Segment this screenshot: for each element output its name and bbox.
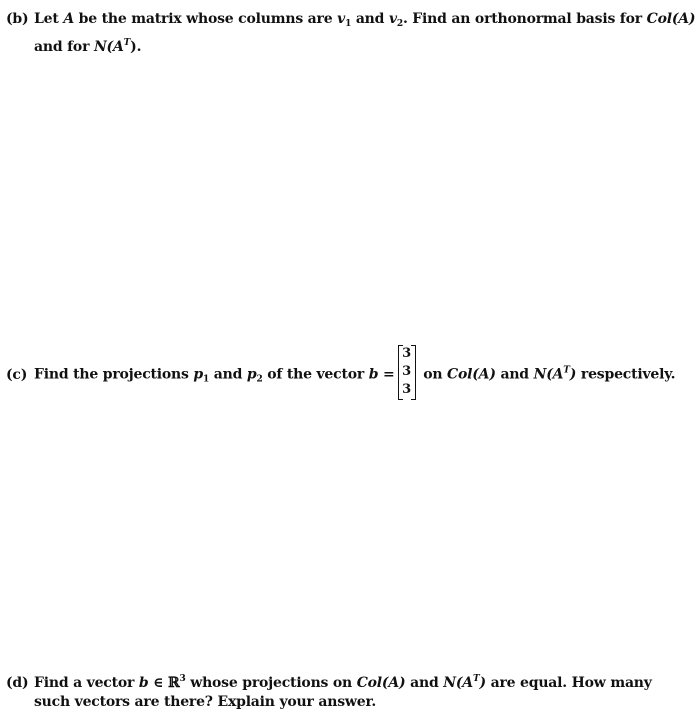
- text: respectively.: [580, 366, 676, 383]
- text: Find the projections: [34, 366, 189, 383]
- math-var: N: [93, 39, 107, 55]
- problem-b-line-1: [6, 10, 695, 34]
- math-sup: T: [123, 38, 131, 48]
- text: whose projections on: [190, 675, 353, 691]
- math-sup: 3: [179, 674, 186, 684]
- math-var: (A: [455, 675, 473, 691]
- right-bracket: [411, 345, 416, 400]
- math-var: ): [479, 675, 486, 691]
- math-sup: T: [472, 674, 480, 684]
- math-var: N: [443, 675, 456, 691]
- math-var: (A: [106, 39, 124, 55]
- math-sub: 2: [256, 374, 263, 385]
- problem-c: [6, 347, 675, 402]
- element-of-symbol: ∈: [153, 675, 164, 691]
- problem-d-label: (d): [6, 675, 29, 691]
- problem-b-line-2: [6, 34, 695, 57]
- text: and: [355, 11, 385, 27]
- math-var: Col: [356, 675, 382, 691]
- math-var: v: [388, 11, 397, 27]
- problem-b: [6, 10, 695, 57]
- text: Find a vector: [34, 675, 135, 691]
- math-var: (A: [546, 366, 564, 383]
- math-sub: 1: [203, 374, 210, 385]
- text: are equal. How many: [490, 675, 652, 691]
- text: on: [423, 366, 443, 383]
- vector-entry: 3: [402, 382, 411, 397]
- vector-b-matrix: [398, 345, 416, 400]
- text: =: [383, 366, 395, 383]
- math-var: Col: [646, 11, 672, 27]
- text: . Find an orthonormal basis for: [402, 11, 642, 27]
- text: and: [500, 366, 529, 383]
- math-var: b: [368, 366, 379, 383]
- math-sup: T: [563, 365, 570, 376]
- math-var: ): [569, 366, 577, 383]
- text: ).: [130, 39, 142, 55]
- math-var: N: [533, 366, 547, 383]
- vector-entry: 3: [402, 364, 411, 379]
- text: and for: [34, 39, 90, 55]
- reals-symbol: ℝ: [168, 675, 180, 691]
- text: Let: [34, 11, 59, 27]
- vector-entry: 3: [402, 346, 411, 361]
- math-var: (A): [671, 11, 695, 27]
- problem-c-label: (c): [6, 366, 28, 383]
- problem-d-line-1: [6, 670, 652, 693]
- math-var: A: [63, 11, 74, 27]
- math-var: v: [337, 11, 346, 27]
- math-var: (A): [472, 366, 496, 383]
- problem-b-label: (b): [6, 11, 29, 27]
- math-var: b: [138, 675, 149, 691]
- math-var: p: [193, 366, 203, 383]
- text: and: [213, 366, 243, 383]
- text: be the matrix whose columns are: [78, 11, 333, 27]
- math-sub: 1: [345, 19, 352, 29]
- math-sub: 2: [396, 19, 403, 29]
- math-var: (A): [381, 675, 406, 691]
- problem-d-line-2: such vectors are there? Explain your answer.: [34, 694, 377, 710]
- problem-d: [6, 670, 652, 712]
- text: and: [410, 675, 439, 691]
- text: of the vector: [267, 366, 365, 383]
- math-var: p: [246, 366, 257, 383]
- math-var: Col: [447, 366, 473, 383]
